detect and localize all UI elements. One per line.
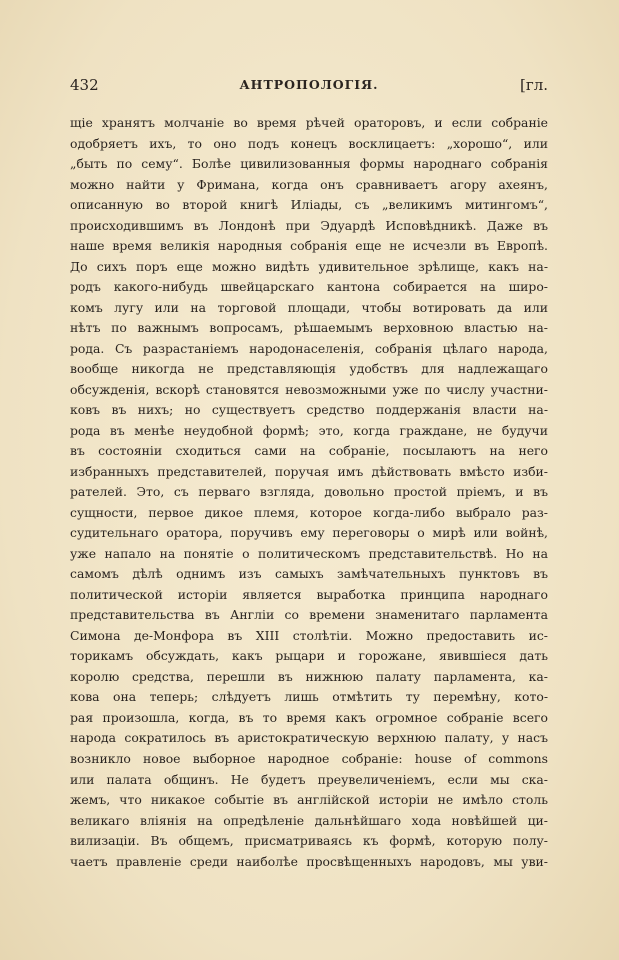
text-line: „быть по сему“. Болѣе цивилизованныя формы народнаго собранія — [70, 156, 548, 172]
text-line: политической исторіи является выработка принципа народнаго — [70, 586, 548, 602]
text-line: возникло новое выборное народное собраніе: house of commons — [70, 750, 548, 766]
text-line: нѣтъ по важнымъ вопросамъ, рѣшаемымъ верховною властью на- — [70, 320, 548, 336]
text-line: родъ какого-нибудь швейцарскаго кантона собирается на широ- — [70, 279, 548, 295]
text-line: Симона де-Монфора въ XIII столѣтіи. Можно предоставить ис- — [70, 627, 548, 643]
text-line: рая произошла, когда, въ то время какъ огромное собраніе всего — [70, 709, 548, 725]
text-line: королю средства, перешли въ нижнюю палату парламента, ка- — [70, 668, 548, 684]
text-line: избранныхъ представителей, поручая имъ дѣйствовать вмѣсто изби- — [70, 463, 548, 479]
text-line: жемъ, что никакое событіе въ англійской исторіи не имѣло столь — [70, 792, 548, 808]
text-line: самомъ дѣлѣ однимъ изъ самыхъ замѣчательныхъ пунктовъ въ — [70, 566, 548, 582]
text-line: щіе хранятъ молчаніе во время рѣчей ораторовъ, и если собраніе — [70, 115, 548, 130]
page-number: 432 — [70, 76, 99, 94]
text-line: ковъ въ нихъ; но существуетъ средство поддержанія власти на- — [70, 402, 548, 418]
chapter-mark: [гл. — [519, 76, 548, 94]
text-line: вилизаціи. Въ общемъ, присматриваясь къ формѣ, которую полу- — [70, 833, 548, 849]
text-line: рода въ менѣе неудобной формѣ; это, когда граждане, не будучи — [70, 422, 548, 438]
text-line: рода. Съ разрастаніемъ народонаселенія, собранія цѣлаго народа, — [70, 340, 548, 356]
text-line: или палата общинъ. Не будетъ преувеличеніемъ, если мы ска- — [70, 771, 548, 787]
text-line: торикамъ обсуждать, какъ рыцари и горожане, явившіеся дать — [70, 648, 548, 664]
text-line: судительнаго оратора, поручивъ ему переговоры о мирѣ или войнѣ, — [70, 525, 548, 541]
text-line: обсужденія, вскорѣ становятся невозможными уже по числу участни- — [70, 381, 548, 397]
text-line: До сихъ поръ еще можно видѣть удивительное зрѣлище, какъ на- — [70, 258, 548, 274]
text-line: народа сократилось въ аристократическую верхнюю палату, у насъ — [70, 730, 548, 746]
text-line: рателей. Это, съ перваго взгляда, довольно простой пріемъ, и въ — [70, 484, 548, 500]
text-line: происходившимъ въ Лондонѣ при Эдуардѣ Исповѣдникѣ. Даже въ — [70, 217, 548, 233]
page-header — [70, 76, 548, 98]
text-line: въ состояніи сходиться сами на собраніе, посылаютъ на него — [70, 443, 548, 459]
text-line: сущности, первое дикое племя, которое когда-либо выбрало раз- — [70, 504, 548, 520]
text-line: вообще никогда не представляющія удобствъ для надлежащаго — [70, 361, 548, 377]
text-line: одобряетъ ихъ, то оно подъ конецъ восклицаетъ: „хорошо“, или — [70, 135, 548, 151]
running-title: АНТРОПОЛОГІЯ. — [239, 77, 379, 92]
text-line: великаго вліянія на опредѣленіе дальнѣйшаго хода новѣйшей ци- — [70, 812, 548, 828]
text-line: уже напало на понятіе о политическомъ представительствѣ. Но на — [70, 545, 548, 561]
text-line: можно найти у Фримана, когда онъ сравниваетъ агору ахеянъ, — [70, 176, 548, 192]
text-line: чаетъ правленіе среди наиболѣе просвѣщенныхъ народовъ, мы уви- — [70, 853, 548, 869]
body-text — [70, 113, 548, 872]
text-line: кова она теперь; слѣдуетъ лишь отмѣтить ту перемѣну, кото- — [70, 689, 548, 705]
text-line: представительства въ Англіи со времени знаменитаго парламента — [70, 607, 548, 623]
text-line: комъ лугу или на торговой площади, чтобы вотировать да или — [70, 299, 548, 315]
text-line: наше время великія народныя собранія еще не исчезли въ Европѣ. — [70, 238, 548, 254]
text-line: описанную во второй книгѣ Иліады, съ „великимъ митингомъ“, — [70, 197, 548, 213]
